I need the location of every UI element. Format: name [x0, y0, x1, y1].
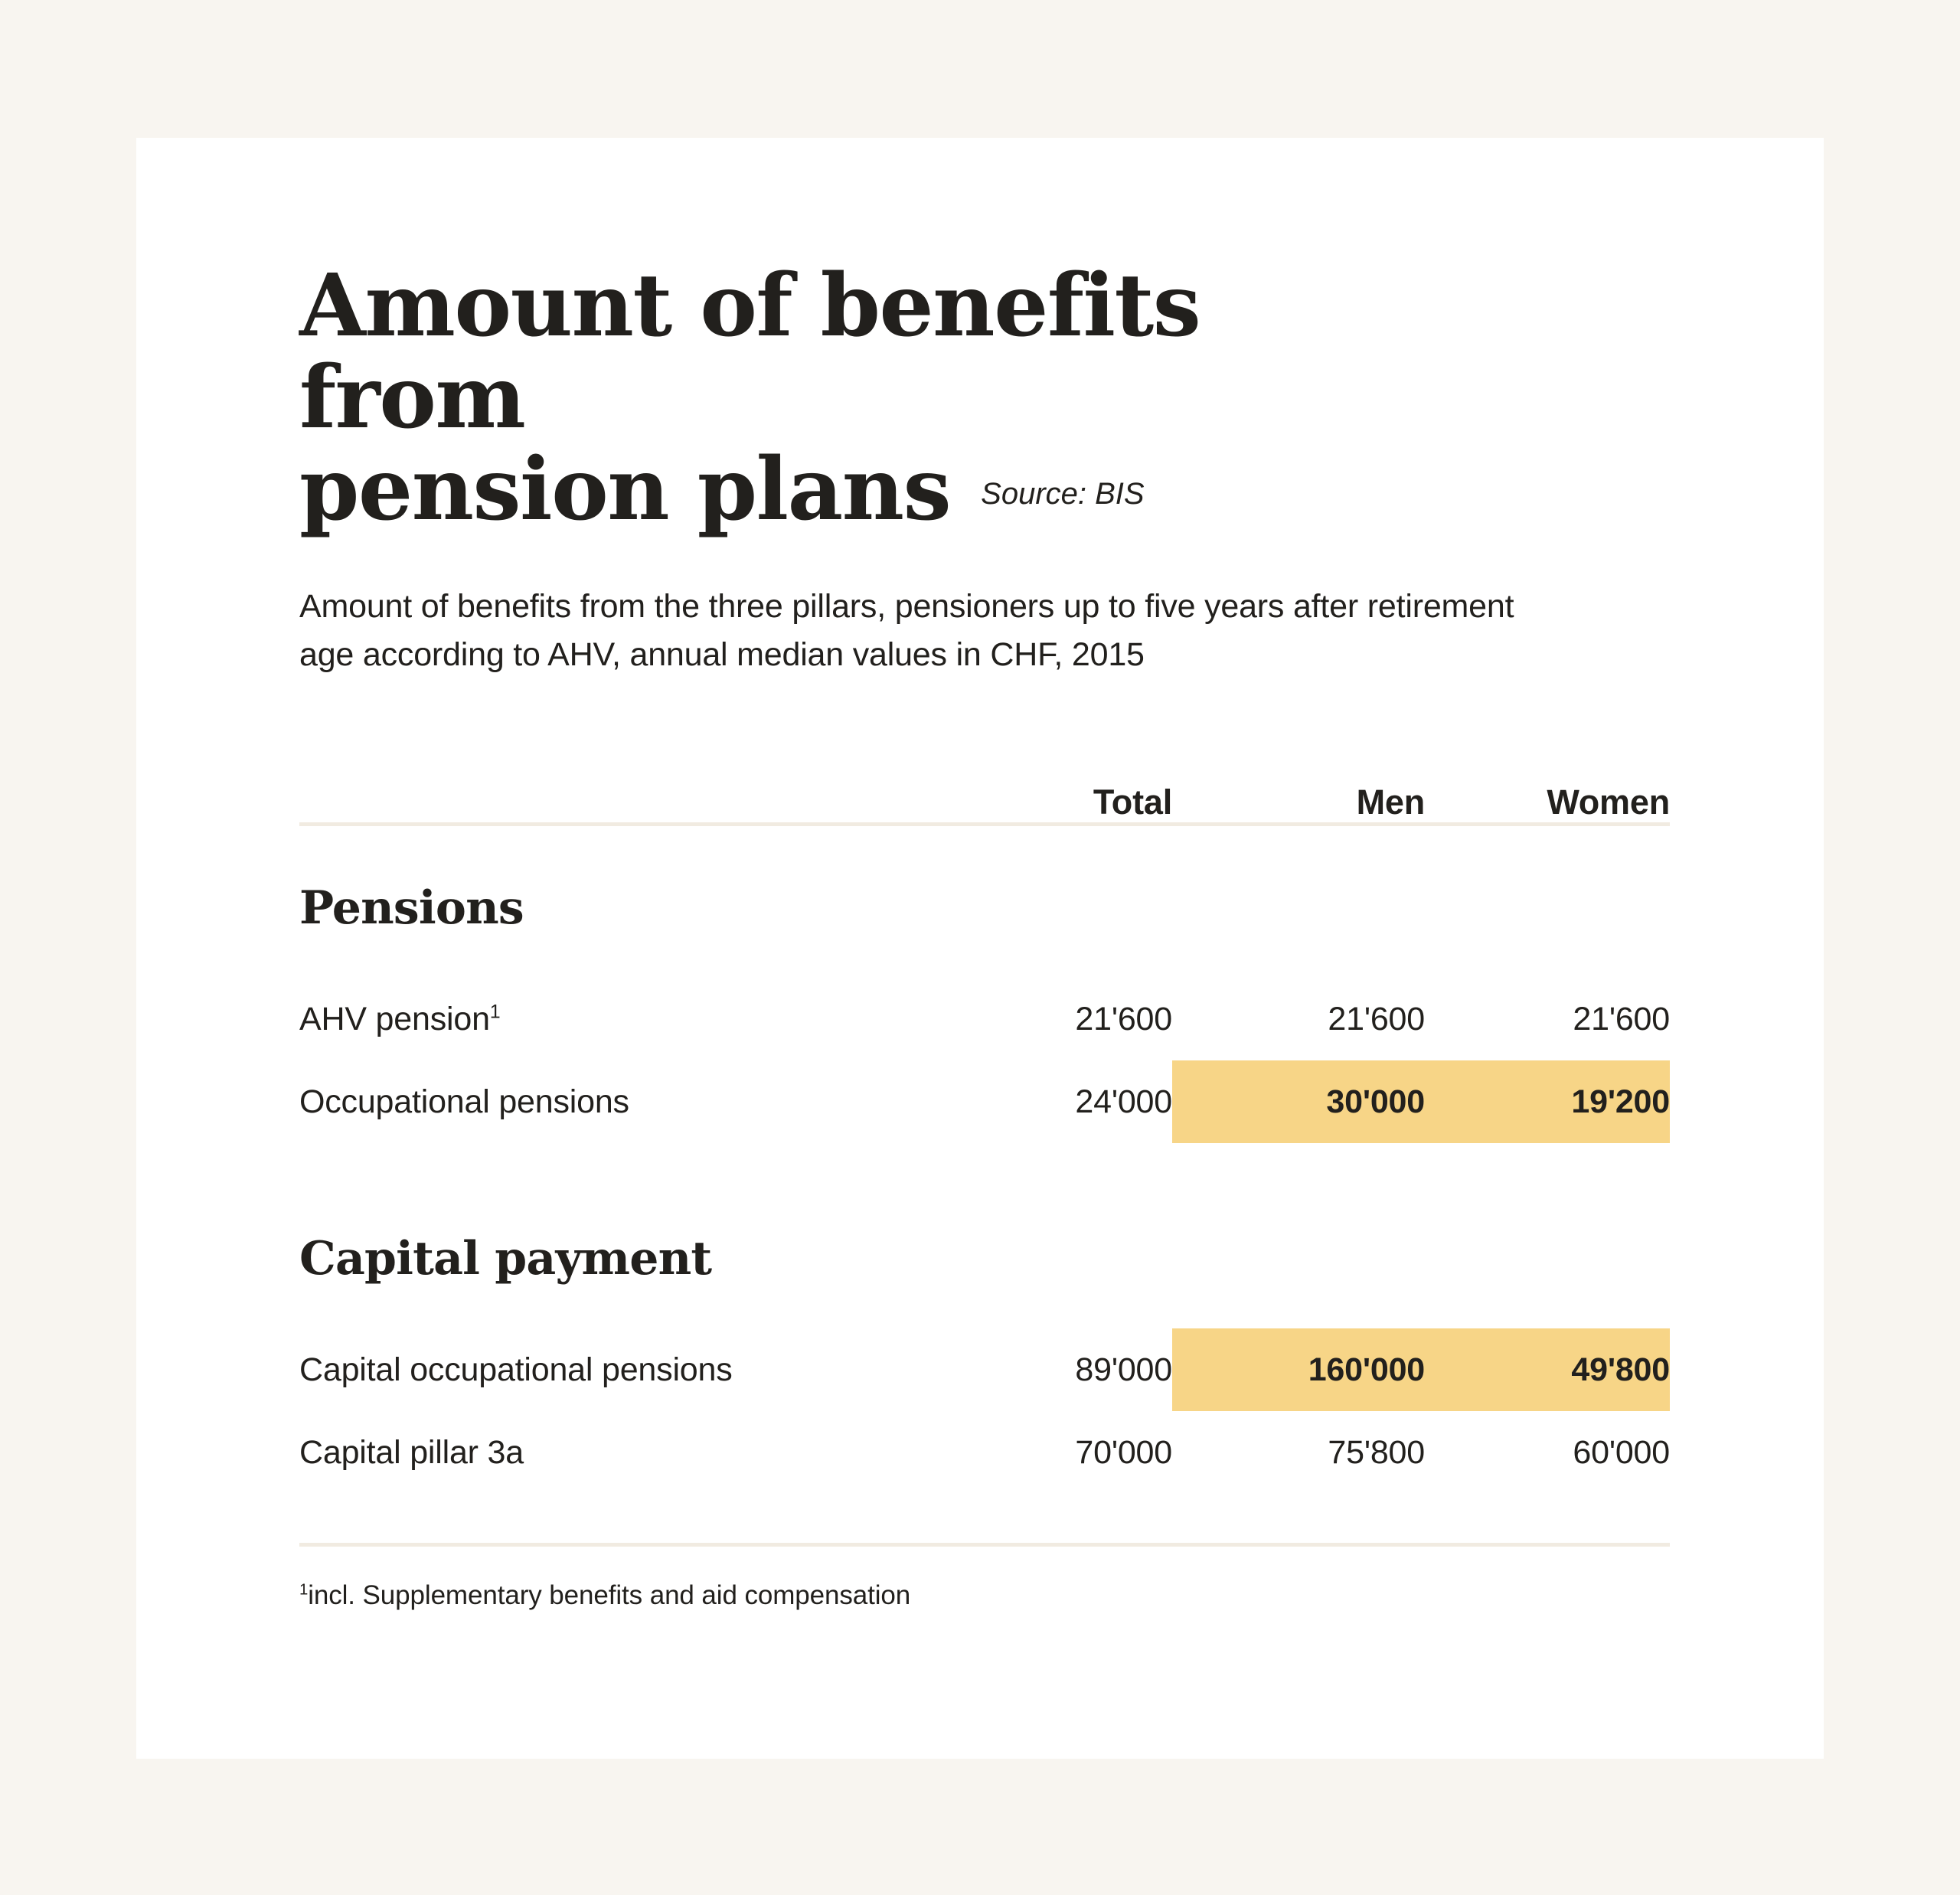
table-row	[299, 1411, 1670, 1494]
table-row	[299, 1060, 1670, 1143]
footnote	[299, 1580, 1670, 1611]
footnote-text: incl. Supplementary benefits and aid compensation	[308, 1580, 911, 1611]
cell-men-highlighted: 30'000	[1172, 1060, 1425, 1143]
cell-women: 60'000	[1573, 1433, 1670, 1471]
cell-men-highlighted: 160'000	[1172, 1328, 1425, 1411]
cell-total: 70'000	[1075, 1433, 1172, 1471]
column-header-total: Total	[1093, 783, 1172, 822]
footnote-marker: 1	[489, 1001, 501, 1023]
cell-women-highlighted: 49'800	[1425, 1328, 1670, 1411]
cell-men: 21'600	[1328, 1000, 1425, 1037]
cell-total: 24'000	[1075, 1083, 1172, 1120]
row-label-capital-occupational-pensions: Capital occupational pensions	[299, 1351, 733, 1388]
title-block	[299, 256, 1670, 540]
table-row	[299, 978, 1670, 1060]
section-heading-row-capital-payment	[299, 1143, 1670, 1328]
cell-total: 21'600	[1075, 1000, 1172, 1037]
column-header-label	[299, 783, 927, 822]
cell-women: 21'600	[1573, 1000, 1670, 1037]
content-card	[136, 138, 1824, 1759]
section-heading-row-pensions	[299, 826, 1670, 978]
cell-total: 89'000	[1075, 1351, 1172, 1388]
cell-women-highlighted: 19'200	[1425, 1060, 1670, 1143]
row-label-text: AHV pension	[299, 1000, 490, 1037]
page-title-line1: Amount of benefits from	[299, 256, 1200, 448]
row-label-capital-pillar-3a: Capital pillar 3a	[299, 1433, 524, 1471]
row-label-occupational-pensions: Occupational pensions	[299, 1083, 629, 1120]
cell-men: 75'800	[1328, 1433, 1425, 1471]
card-inner	[299, 256, 1670, 1611]
section-heading-capital-payment: Capital payment	[299, 1232, 712, 1286]
footer-divider	[299, 1543, 1670, 1547]
table-header-row	[299, 783, 1670, 822]
table-body	[299, 826, 1670, 1494]
benefits-table	[299, 783, 1670, 1494]
row-label-ahv-pension	[299, 978, 927, 1060]
column-header-women: Women	[1547, 783, 1670, 822]
subtitle: Amount of benefits from the three pillars, pensioners up to five years after retirement age according to AHV, annual median values in CHF, 2015	[299, 588, 1514, 673]
page-title	[299, 256, 1417, 540]
column-header-men: Men	[1356, 783, 1425, 822]
source-label: Source: BIS	[981, 476, 1145, 511]
page-title-line2: pension plans	[299, 439, 951, 540]
footnote-marker-text: 1	[299, 1581, 309, 1599]
section-heading-pensions: Pensions	[299, 881, 524, 936]
table-row	[299, 1328, 1670, 1411]
